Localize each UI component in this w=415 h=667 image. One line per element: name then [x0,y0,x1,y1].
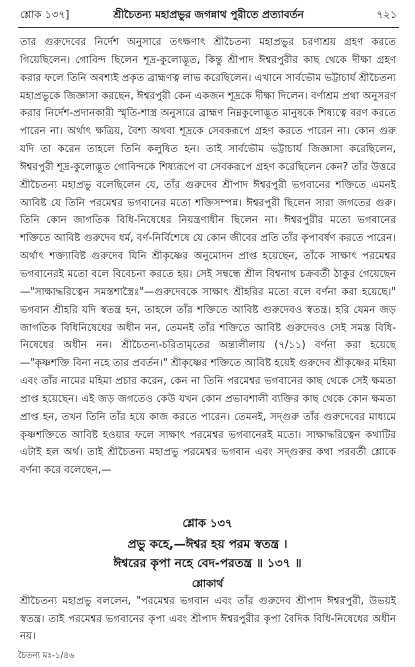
page-footer: চৈতন্য মঃ-১/৪৬ [18,651,75,661]
verse-line-2: ঈশ্বরের কৃপা নহে বেদ-পরতন্ত্র ॥ ১৩৭ ॥ [113,556,302,570]
verse-title: শ্লোক ১৩৭ [182,516,233,530]
translation-title: শ্লোকার্থ [191,578,224,590]
purport-paragraph: তার গুরুদেবের নির্দেশ অনুসারে তৎক্ষণাৎ শ্রীচৈতন্য মহাপ্রভুর চরণাশ্রয় গ্রহণ করতে গিয়েছিলেন। গোবিন্দ ছিলেন শূদ্র-কুলোদ্ভূত, কিন্তু শ্রীপাদ ঈশ্বরপুরীর কাছ থেকে দীক্ষা গ্রহণ করার ফলে তিনি অবশ্যই প্রকৃত ব্রাহ্মণত্ব লাভ করেছিলেন। এখানে সার্বভৌম ভট্টাচার্য শ্রীচৈতন্য মহাপ্রভুকে জিজ্ঞাসা করছেন, ঈশ্বরপুরী কেন একজন শূদ্রকে দীক্ষা দিলেন। বর্ণাশ্রম প্রথা অনুসরণ করার নির্দেশ-প্রদানকারী স্মৃতি-শাস্ত্র অনুসারে ব্রাহ্মণ নিম্নকুলোদ্ভূত মানুষকে শিষ্যত্বে বরণ করতে পারেন না। অর্থাৎ ক্ষত্রিয়, বৈশ্য অথবা শূদ্রকে সেবকরূপে গ্রহণ করতে পারেন না। কোন গুরু যদি তা করেন তাহলে তিনি কলুষিত হন। তাই সার্বভৌম ভট্টাচার্য জিজ্ঞাসা করেছিলেন, ঈশ্বরপুরী শূদ্র-কুলোদ্ভূত গোবিন্দকে শিষ্যরূপে বা সেবকরূপে গ্রহণ করেছিলেন কেন? তাঁর উত্তরে শ্রীচৈতন্য মহাপ্রভু বলেছিলেন যে, তাঁর গুরুদেব শ্রীপাদ ঈশ্বরপুরী ভগবানের শক্তিতে এমনই আবিষ্ট যে তিনি পরমেশ্বর ভগবানের মতো শক্তিসম্পন্ন। ঈশ্বরপুরী ছিলেন সারা জগতের গুরু। তিনি কোন জাগতিক বিধি-নিষেধের নিয়ন্ত্রণাধীন ছিলেন না। ঈশ্বরপুরীর মতো ভগবানের শক্তিতে আবিষ্ট গুরুদেব ধর্ম, বর্ণ-নির্বিশেষে যে কোন জীবের প্রতি তাঁর কৃপাবর্ষণ করতে পারেন। অর্থাৎ শক্ত্যাবিষ্ট গুরুদেব যিনি শ্রীকৃষ্ণের অনুমোদন প্রাপ্ত হয়েছেন, তাঁকে সাক্ষাৎ পরমেশ্বর ভগবানেরই মতো বলে বিবেচনা করতে হয়। সেই সম্বন্ধে শ্রীল বিশ্বনাথ চক্রবর্তী ঠাকুর গেয়েছেন—"সাক্ষাদ্ধরিত্বেন সমস্তশাস্ত্রৈঃ"—গুরুদেবকে সাক্ষাৎ শ্রীহরির মতো বলে বর্ণনা করা হয়েছে।" ভগবান শ্রীহরি যদি স্বতন্ত্র হন, তাহলে তাঁর শক্তিতে আবিষ্ট গুরুদেবও স্বতন্ত্র। হরি যেমন জড় জাগতিক বিধিনিষেধের অধীন নন, তেমনই তাঁর শক্তিতে আবিষ্ট গুরুদেবও সেই সমস্ত বিধি-নিষেধের অধীন নন। শ্রীচৈতন্য-চরিতামৃতের অন্ত্যলীলায় (৭/১১) বর্ণনা করা হয়েছে—"কৃষ্ণশক্তি বিনা নহে তার প্রবর্তন।" শ্রীকৃষ্ণের শক্তিতে আবিষ্ট হয়েই গুরুদেব শ্রীকৃষ্ণের মহিমা এবং তাঁর নামের মহিমা প্রচার করেন, কেন না তিনি পরমেশ্বর ভগবানের কাছ থেকে সেই ক্ষমতা প্রাপ্ত হয়েছেন। এই জড় জগতেও কেউ যখন কোন প্রভাবশালী ব্যক্তির কাছ থেকে কোন ক্ষমতা প্রাপ্ত হন, তখন তিনি তাঁর হয়ে কাজ করতে পারেন। তেমনই, সদ্গুরু তাঁর গুরুদেবের মাধ্যমে কৃষ্ণশক্তিতে আবিষ্ট হওয়ার ফলে সাক্ষাৎ পরমেশ্বর ভগবানেরই মতো। সাক্ষাদ্ধরিত্বেন কথাটির এটাই হল অর্থ। তাই শ্রীচৈতন্য মহাপ্রভু পরমেশ্বর ভগবান এবং সদ্গুরুর কথা পরবর্তী শ্লোকে বর্ণনা করে বলেছেন,— [20,37,396,477]
verse-reference: শ্লোক ১৩৭] [20,9,70,21]
translation-text: শ্রীচৈতন্য মহাপ্রভু বললেন, "পরমেশ্বর ভগবান এবং তাঁর গুরুদেব শ্রীপাদ ঈশ্বরপুরী, উভয়ই স্বতন্ত্র। তাই পরমেশ্বর ভগবানের কৃপা এবং শ্রীপাদ ঈশ্বরপুরীর কৃপা বৈদিক বিধি-নিষেধের অধীন নয়। [20,596,396,642]
running-header [20,6,397,24]
page-number: ৭২১ [376,9,397,21]
chapter-title: শ্রীচৈতন্য মহাপ্রভুর জগন্নাথ পুরীতে প্রত্যাবর্তন [113,9,304,21]
purport-text [20,34,396,480]
verse-text [0,535,415,573]
verse-line-1: প্রভু কহে,—ঈশ্বর হয় পরম স্বতন্ত্র । [127,537,288,551]
header-rule [18,27,399,28]
